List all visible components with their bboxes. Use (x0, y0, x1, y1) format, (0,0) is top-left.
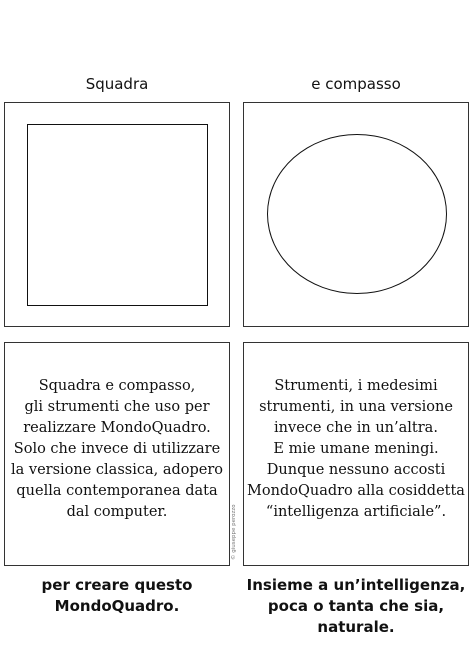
panel-circle (243, 102, 469, 327)
circle-drawing (267, 134, 447, 294)
square-drawing (27, 124, 208, 306)
caption-bottom-left: per creare questo MondoQuadro. (41, 576, 193, 615)
panel-text-right (243, 342, 469, 566)
caption-squadra: Squadra (85, 75, 149, 93)
caption-compasso: e compasso (311, 75, 401, 93)
author-credit: © giuseppe perozzo (231, 504, 237, 560)
panel-square (4, 102, 230, 327)
panel-text-right-body: Strumenti, i medesimi strumenti, in una versione invece che in un’altra. E mie umane meningi. Dunque nessuno accosti MondoQuadro alla cosiddetta “intelligenza artificiale”. (247, 378, 465, 520)
caption-bottom-right: Insieme a un’intelligenza, poca o tanta che sia, naturale. (246, 576, 466, 636)
panel-text-left (4, 342, 230, 566)
panel-text-left-body: Squadra e compasso, gli strumenti che uso per realizzare MondoQuadro. Solo che invece di utilizzare la versione classica, adopero quella contemporanea data dal computer. (10, 378, 224, 520)
